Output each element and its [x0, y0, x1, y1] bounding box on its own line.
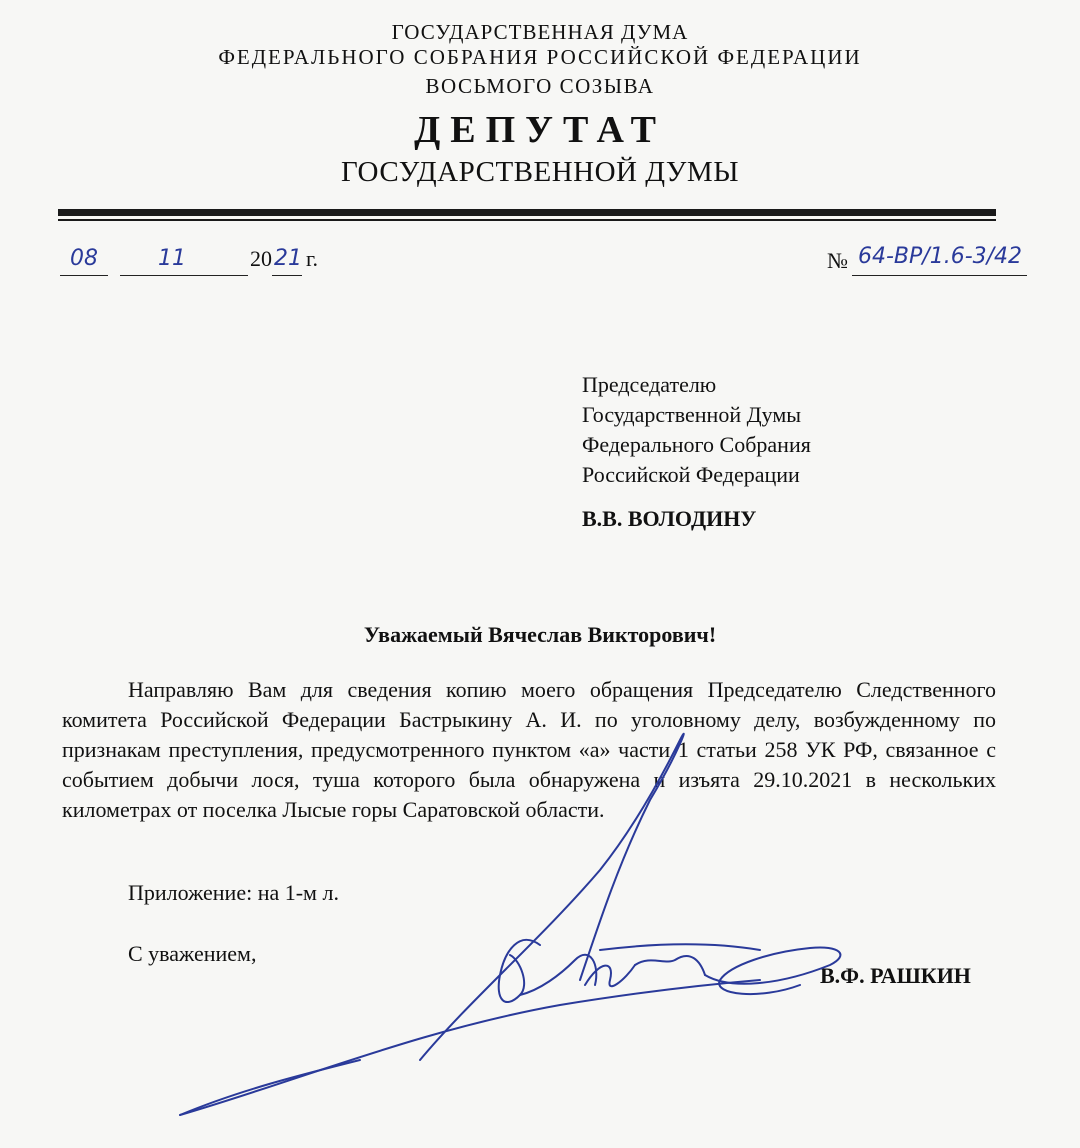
letterhead-title: ДЕПУТАТ [414, 109, 666, 151]
letterhead-subtitle: ГОСУДАРСТВЕННОЙ ДУМЫ [341, 156, 739, 188]
addressee-line-1: Председателю [582, 372, 717, 397]
header-line-3: ВОСЬМОГО СОЗЫВА [425, 74, 655, 98]
number-sign: № [827, 248, 848, 273]
date-month: 11 [158, 246, 186, 271]
date-year-suffix: 21 [274, 246, 302, 271]
greeting: Уважаемый Вячеслав Викторович! [363, 622, 717, 647]
addressee-line-2: Государственной Думы [582, 402, 802, 427]
date-day: 08 [70, 246, 98, 271]
addressee-line-4: Российской Федерации [582, 462, 800, 487]
addressee-line-3: Федерального Собрания [582, 432, 811, 457]
addressee-name: В.В. ВОЛОДИНУ [582, 506, 757, 531]
document-number: 64-ВР/1.6-3/42 [858, 244, 1023, 269]
date-year-unit: г. [306, 246, 319, 271]
attachment-note: Приложение: на 1-м л. [128, 880, 339, 905]
header-line-1: ГОСУДАРСТВЕННАЯ ДУМА [391, 20, 689, 44]
date-year-prefix: 20 [250, 246, 272, 271]
letter-body: Направляю Вам для сведения копию моего обращения Председателю Следственного комитета Российской Федерации Бастрыкину А. И. по уголовному делу, возбужденному по признакам преступления, предусмотренного пунктом «а» части 1 статьи 258 УК РФ, связанное с событием добычи лося, туша которого была обнаружена и изъята 29.10.2021 в нескольких километрах от поселка Лысые горы Саратовской области. [62, 677, 996, 822]
signer-name: В.Ф. РАШКИН [820, 963, 971, 988]
header-line-2: ФЕДЕРАЛЬНОГО СОБРАНИЯ РОССИЙСКОЙ ФЕДЕРАЦИИ [218, 45, 862, 69]
closing: С уважением, [128, 941, 257, 966]
